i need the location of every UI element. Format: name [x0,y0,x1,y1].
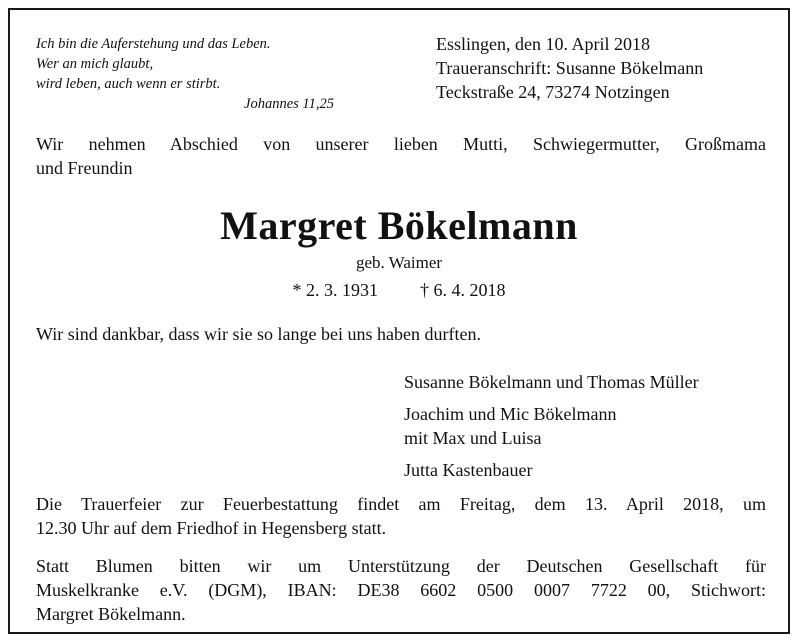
donation-request [36,554,766,626]
bible-quote [36,34,336,114]
donation-line: Margret Bökelmann. [36,604,186,624]
intro-line: Wir nehmen Abschied von unserer lieben Mutti, Schwiegermutter, Großmama [36,134,766,154]
mourner-line: Susanne Bökelmann und Thomas Müller [404,372,699,392]
ceremony-line: 12.30 Uhr auf dem Friedhof in Hegensberg statt. [36,518,387,538]
mourner-line: Jutta Kastenbauer [404,460,533,480]
ceremony-info [36,492,766,540]
mourner-line: Joachim und Mic Bökelmann [404,404,617,424]
mourning-address-block [436,32,776,104]
death-date: † 6. 4. 2018 [420,280,506,300]
farewell-intro [36,132,766,180]
mourner-group [404,402,774,450]
deceased-name: Margret Bökelmann [220,203,578,248]
quote-line: Ich bin die Auferstehung und das Leben. [36,36,271,52]
life-dates [10,278,788,302]
obituary-notice [8,8,790,634]
mourning-address-street: Teckstraße 24, 73274 Notzingen [436,82,670,102]
gratitude-text: Wir sind dankbar, dass wir sie so lange bei uns haben durften. [36,324,481,344]
quote-reference: Johannes 11,25 [244,96,334,112]
intro-line: und Freundin [36,158,133,178]
maiden-name: geb. Waimer [355,253,443,272]
mourners-list [404,370,774,490]
mourner-group [404,458,774,482]
ceremony-line: Die Trauerfeier zur Feuerbestattung findet am Freitag, dem 13. April 2018, um [36,494,766,514]
place-date: Esslingen, den 10. April 2018 [436,34,650,54]
donation-line: Muskelkranke e.V. (DGM), IBAN: DE38 6602 0500 0007 7722 00, Stichwort: [36,580,766,600]
quote-line: Wer an mich glaubt, [36,56,154,72]
donation-line: Statt Blumen bitten wir um Unterstützung der Deutschen Gesellschaft für [36,556,766,576]
birth-date: * 2. 3. 1931 [292,280,378,300]
mourner-group [404,370,774,394]
quote-line: wird leben, auch wenn er stirbt. [36,76,221,92]
mourning-address-label: Traueranschrift: Susanne Bökelmann [436,58,704,78]
mourner-line: mit Max und Luisa [404,428,542,448]
